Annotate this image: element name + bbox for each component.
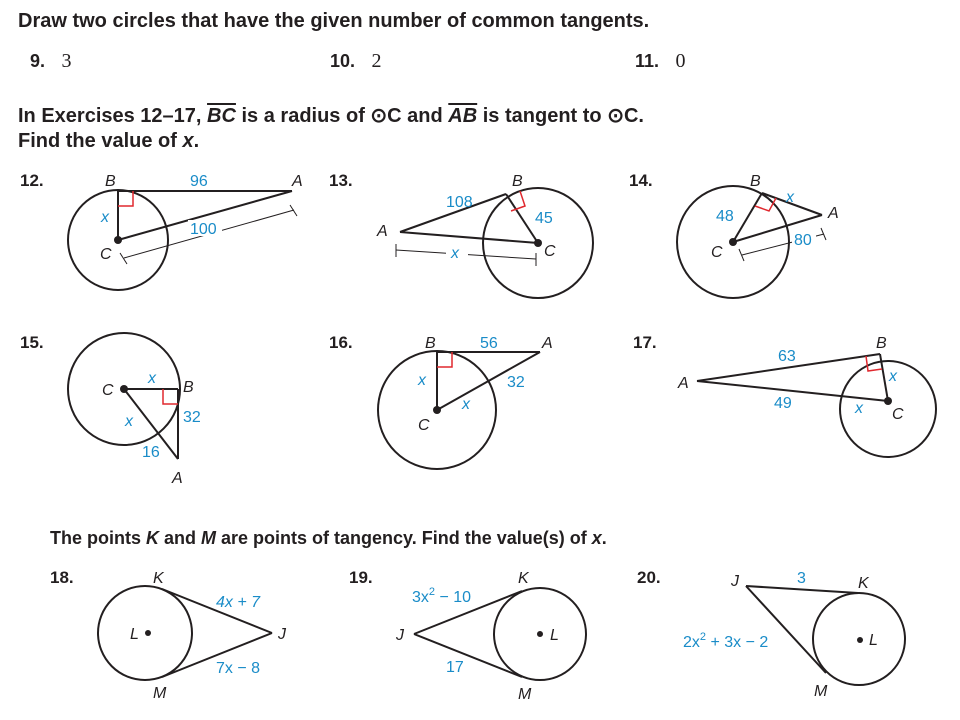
exercise-number: 9. bbox=[30, 51, 46, 71]
point-l-label: L bbox=[130, 626, 139, 643]
expr-jk-rest: − 10 bbox=[435, 589, 472, 606]
value-x-bc: x bbox=[889, 368, 897, 385]
value-x-diag: x bbox=[462, 396, 470, 413]
right-angle-marker bbox=[118, 191, 133, 206]
exercise-number: 20. bbox=[637, 568, 661, 587]
heading-text: are points of tangency. Find the value(s) of bbox=[216, 528, 592, 548]
value-x-diag: x bbox=[125, 413, 133, 430]
right-angle-marker bbox=[163, 389, 178, 404]
center-point bbox=[120, 385, 128, 393]
point-c-label: C bbox=[100, 246, 112, 263]
secant-segment bbox=[697, 381, 888, 401]
exercise-number: 19. bbox=[349, 568, 373, 587]
point-c-label: C bbox=[711, 244, 723, 261]
point-j-label: J bbox=[278, 626, 286, 643]
exercise-number: 10. bbox=[330, 51, 356, 71]
value-x-cc: x bbox=[855, 400, 863, 417]
figure-13 bbox=[329, 171, 593, 298]
heading-text: . bbox=[193, 130, 200, 152]
value-bc: 45 bbox=[535, 210, 553, 227]
point-l-label: L bbox=[869, 632, 878, 649]
segment-bc: $\overline{BC}$ bbox=[207, 105, 236, 127]
value-x: x bbox=[451, 245, 459, 262]
variable-k: K bbox=[146, 528, 159, 548]
point-b-label: B bbox=[105, 173, 116, 190]
center-point bbox=[534, 239, 542, 247]
exercise-value: 2 bbox=[371, 50, 382, 72]
tangent-jk bbox=[746, 586, 858, 593]
exercise-number: 12. bbox=[20, 171, 44, 190]
figure-20 bbox=[637, 568, 905, 700]
point-b-label: B bbox=[425, 335, 436, 352]
value-x: x bbox=[101, 209, 109, 226]
value-jk bbox=[216, 594, 261, 611]
heading-text: The points bbox=[50, 528, 146, 548]
center-point bbox=[537, 631, 543, 637]
center-point bbox=[729, 238, 737, 246]
point-l-label: L bbox=[550, 627, 559, 644]
exercise-number: 14. bbox=[629, 171, 653, 190]
center-point bbox=[857, 637, 863, 643]
heading-text: and bbox=[401, 105, 449, 127]
heading-text: is tangent to bbox=[477, 105, 608, 127]
value-jk: 3 bbox=[797, 570, 806, 587]
expr-jk-base: 3x bbox=[412, 589, 429, 606]
figure-12 bbox=[20, 171, 303, 290]
variable-x: x bbox=[591, 528, 602, 548]
dimension-tick bbox=[120, 253, 127, 264]
center-point bbox=[433, 406, 441, 414]
circle-c-symbol: ⊙C bbox=[607, 105, 639, 127]
heading-text: . bbox=[601, 528, 607, 548]
point-m-label: M bbox=[153, 685, 167, 702]
point-a-label: A bbox=[678, 375, 689, 392]
center-point bbox=[114, 236, 122, 244]
expr-jm-exponent: 2 bbox=[699, 631, 707, 643]
point-c-label: C bbox=[544, 243, 556, 260]
point-c-label: C bbox=[418, 417, 430, 434]
expr-jk-exponent: 2 bbox=[428, 586, 436, 598]
point-c-label: C bbox=[102, 382, 114, 399]
point-b-label: B bbox=[183, 379, 194, 396]
point-c-label: C bbox=[892, 406, 904, 423]
radius-segment bbox=[506, 194, 538, 243]
figure-17 bbox=[633, 333, 936, 457]
figure-16 bbox=[329, 333, 553, 469]
value-ab: 108 bbox=[446, 194, 473, 211]
value-ab: 63 bbox=[778, 348, 796, 365]
value-ba: 96 bbox=[190, 173, 208, 190]
expr-jm-rest: + 3x − 2 bbox=[706, 634, 769, 651]
tangent-jm bbox=[414, 634, 522, 677]
point-a-label: A bbox=[828, 205, 839, 222]
value-ext: 16 bbox=[142, 444, 160, 461]
heading-text: is a radius of bbox=[235, 105, 371, 127]
value-x-top: x bbox=[148, 370, 156, 387]
heading-text: Find the value of bbox=[18, 130, 183, 152]
value-jm: 17 bbox=[446, 659, 464, 676]
exercise-number: 18. bbox=[50, 568, 74, 587]
circle-c-symbol: ⊙C bbox=[370, 105, 402, 127]
value-x: x bbox=[786, 189, 794, 206]
point-a-label: A bbox=[542, 335, 553, 352]
value-jm bbox=[683, 631, 768, 651]
point-a-label: A bbox=[292, 173, 303, 190]
figure-18 bbox=[50, 568, 287, 702]
expr-jk: 4x + 7 bbox=[216, 594, 261, 611]
secant-segment bbox=[400, 232, 538, 243]
value-ext: 32 bbox=[507, 374, 525, 391]
variable-m: M bbox=[201, 528, 217, 548]
figure-19 bbox=[349, 568, 586, 703]
exercise-number: 17. bbox=[633, 333, 657, 352]
center-point bbox=[145, 630, 151, 636]
heading-text: In Exercises 12–17, bbox=[18, 105, 208, 127]
value-ac: 49 bbox=[774, 395, 792, 412]
exercise-number: 13. bbox=[329, 171, 353, 190]
point-k-label: K bbox=[858, 575, 869, 592]
expr-jm: 7x − 8 bbox=[216, 660, 261, 677]
point-k-label: K bbox=[518, 570, 529, 587]
dimension-tick bbox=[821, 228, 826, 240]
value-ba: 56 bbox=[480, 335, 498, 352]
figure-15 bbox=[20, 333, 201, 487]
point-k-label: K bbox=[153, 570, 164, 587]
point-a-label: A bbox=[377, 223, 388, 240]
heading-common-tangents: Draw two circles that have the given number of common tangents. bbox=[18, 10, 650, 32]
expr-jm-base: 2x bbox=[683, 634, 700, 651]
value-ba: 32 bbox=[183, 409, 201, 426]
right-angle-marker bbox=[437, 352, 452, 367]
exercise-value: 3 bbox=[61, 50, 72, 72]
point-m-label: M bbox=[814, 683, 828, 700]
exercise-number: 16. bbox=[329, 333, 353, 352]
center-point bbox=[884, 397, 892, 405]
value-x-left: x bbox=[418, 372, 426, 389]
variable-x: x bbox=[182, 130, 194, 152]
value-ca: 100 bbox=[190, 221, 217, 238]
exercise-value: 0 bbox=[675, 50, 686, 72]
exercise-number: 11. bbox=[635, 51, 660, 71]
point-j-label: J bbox=[731, 573, 739, 590]
figure-14 bbox=[629, 171, 839, 298]
value-jm bbox=[216, 660, 260, 677]
value-bc: 48 bbox=[716, 208, 734, 225]
value-jk bbox=[412, 586, 471, 606]
point-b-label: B bbox=[876, 335, 887, 352]
exercise-number: 15. bbox=[20, 333, 44, 352]
point-b-label: B bbox=[512, 173, 523, 190]
value-ext: 80 bbox=[794, 232, 812, 249]
point-m-label: M bbox=[518, 686, 532, 703]
point-b-label: B bbox=[750, 173, 761, 190]
heading-text: . bbox=[638, 105, 644, 127]
point-a-label: A bbox=[172, 470, 183, 487]
heading-text: and bbox=[159, 528, 202, 548]
point-j-label: J bbox=[396, 627, 404, 644]
segment-ab: $\overline{AB}$ bbox=[448, 105, 478, 127]
